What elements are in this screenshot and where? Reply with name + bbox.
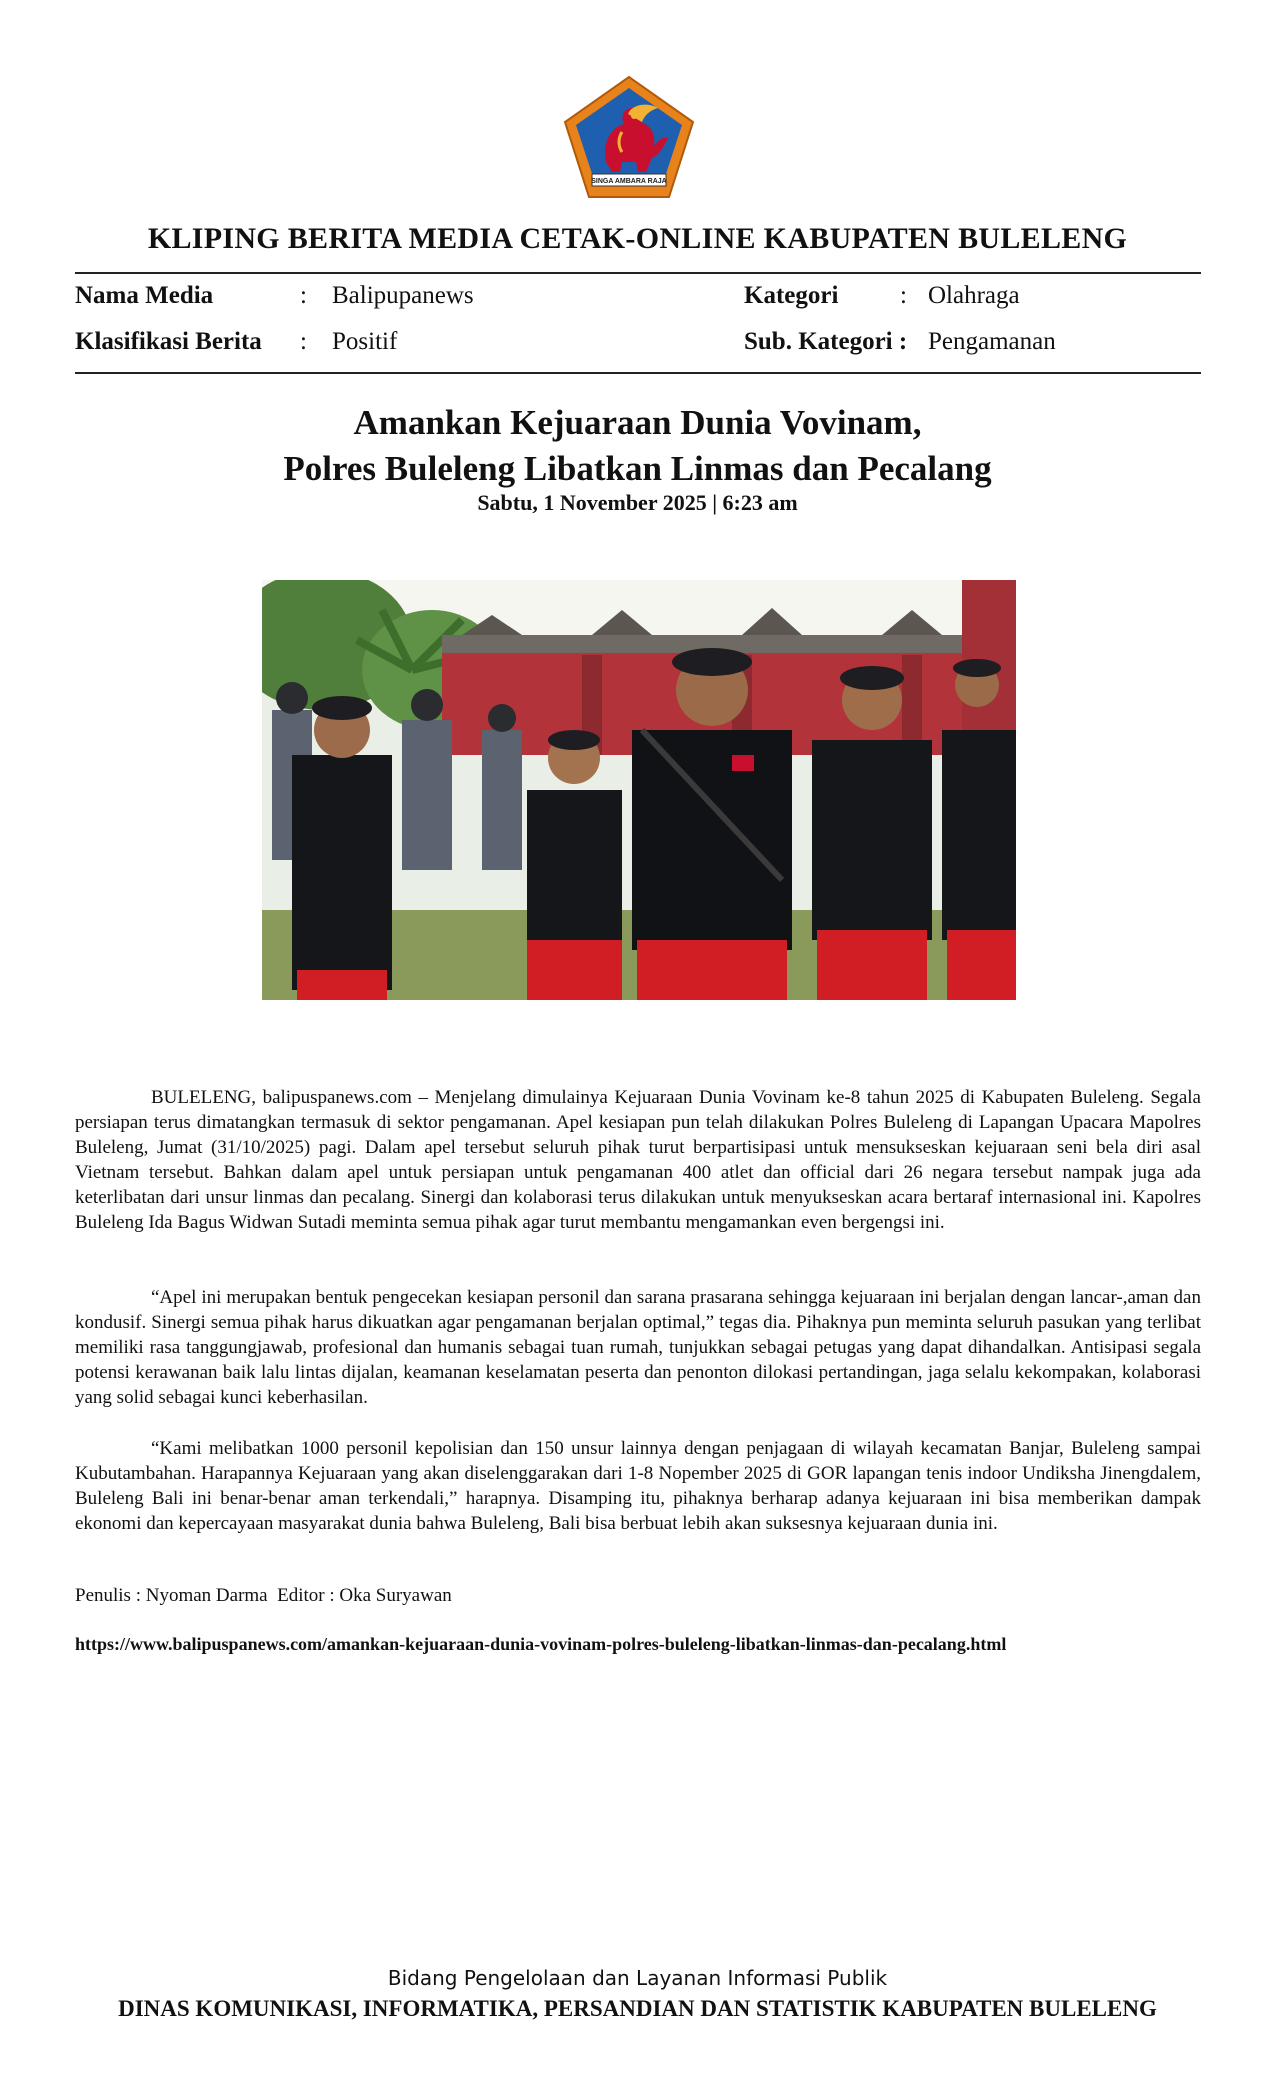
- author-credit: Penulis : Nyoman Darma Editor : Oka Suryawan: [75, 1585, 452, 1606]
- document-title: KLIPING BERITA MEDIA CETAK-ONLINE KABUPATEN BULELENG: [147, 222, 1128, 255]
- footer-department: Bidang Pengelolaan dan Layanan Informasi Publik: [387, 1966, 888, 1990]
- article-title: [0, 400, 1275, 492]
- category-label: Kategori: [744, 282, 839, 309]
- subcategory-label: Sub. Kategori :: [744, 328, 908, 355]
- article-title-line-2: Polres Buleleng Libatkan Linmas dan Pecalang: [283, 449, 992, 488]
- meta-row-1: [75, 282, 1201, 322]
- article-paragraph-2: “Apel ini merupakan bentuk pengecekan kesiapan personil dan sarana prasarana sehingga kejuaraan ini berjalan dengan lancar-,aman dan kondusif. Sinergi semua pihak harus dikuatkan agar pengamanan berjalan optimal,” tegas dia. Pihaknya pun meminta seluruh pasukan yang terlibat memiliki rasa tanggungjawab, profesional dan humanis sebagai tuan rumah, tunjukkan sebagai petugas yang dapat dihandalkan. Antisipasi segala potensi kerawanan baik lalu lintas dijalan, keamanan keselamatan peserta dan penonton dilokasi pertandingan, jaga selalu kekompakan, kolaborasi yang solid sebagai kunci keberhasilan.: [75, 1287, 1201, 1408]
- top-rule: [75, 272, 1201, 274]
- category-value: Olahraga: [928, 282, 1020, 309]
- media-label: Nama Media: [75, 282, 214, 309]
- source-link[interactable]: https://www.balipuspanews.com/amankan-kejuaraan-dunia-vovinam-polres-buleleng-libatkan-linmas-dan-pecalang.html: [75, 1634, 1007, 1654]
- article-date: Sabtu, 1 November 2025 | 6:23 am: [477, 490, 798, 515]
- footer-agency: DINAS KOMUNIKASI, INFORMATIKA, PERSANDIAN DAN STATISTIK KABUPATEN BULELENG: [118, 1996, 1157, 2021]
- classification-value: Positif: [332, 328, 398, 355]
- subcategory-value: Pengamanan: [928, 328, 1056, 355]
- bottom-rule: [75, 372, 1201, 374]
- article-paragraph-1: BULELENG, balipuspanews.com – Menjelang dimulainya Kejuaraan Dunia Vovinam ke-8 tahun 2025 di Kabupaten Buleleng. Segala persiapan terus dimatangkan termasuk di sektor pengamanan. Apel kesiapan pun telah dilakukan Polres Buleleng di Lapangan Upacara Mapolres Buleleng, Jumat (31/10/2025) pagi. Dalam apel tersebut seluruh pihak turut berpartisipasi untuk mensukseskan kejuaraan seni bela diri asal Vietnam tersebut. Bahkan dalam apel untuk persiapan untuk pengamanan 400 atlet dan official dari 26 negara tersebut nampak juga ada keterlibatan dari unsur linmas dan pecalang. Sinergi dan kolaborasi terus dilakukan untuk menyukseskan acara bertaraf internasional ini. Kapolres Buleleng Ida Bagus Widwan Sutadi meminta semua pihak agar turut membantu mengamankan even bergengsi ini.: [75, 1087, 1201, 1233]
- meta-row-2: [75, 328, 1201, 368]
- media-colon: :: [300, 282, 307, 309]
- classification-colon: :: [300, 328, 307, 355]
- news-photo: [262, 580, 1016, 1000]
- logo-caption: SINGA AMBARA RAJA: [591, 178, 667, 185]
- article-paragraph-3: “Kami melibatkan 1000 personil kepolisian dan 150 unsur lainnya dengan penjagaan di wilayah kecamatan Banjar, Buleleng sampai Kubutambahan. Harapannya Kejuaraan yang akan diselenggarakan dari 1-8 Nopember 2025 di GOR lapangan tenis indoor Undiksha Jinengdalem, Buleleng Bali ini benar-benar aman terkendali,” harapnya. Disamping itu, pihaknya berharap adanya kejuaraan ini bisa memberikan dampak ekonomi dan kepercayaan masyarakat dunia bahwa Buleleng, Bali bisa berbuat lebih akan suksesnya kejuaraan dunia ini.: [75, 1438, 1201, 1534]
- classification-label: Klasifikasi Berita: [75, 328, 262, 355]
- regency-logo: [562, 74, 696, 200]
- category-colon: :: [900, 282, 907, 309]
- media-value: Balipupanews: [332, 282, 474, 309]
- article-title-line-1: Amankan Kejuaraan Dunia Vovinam,: [353, 403, 922, 442]
